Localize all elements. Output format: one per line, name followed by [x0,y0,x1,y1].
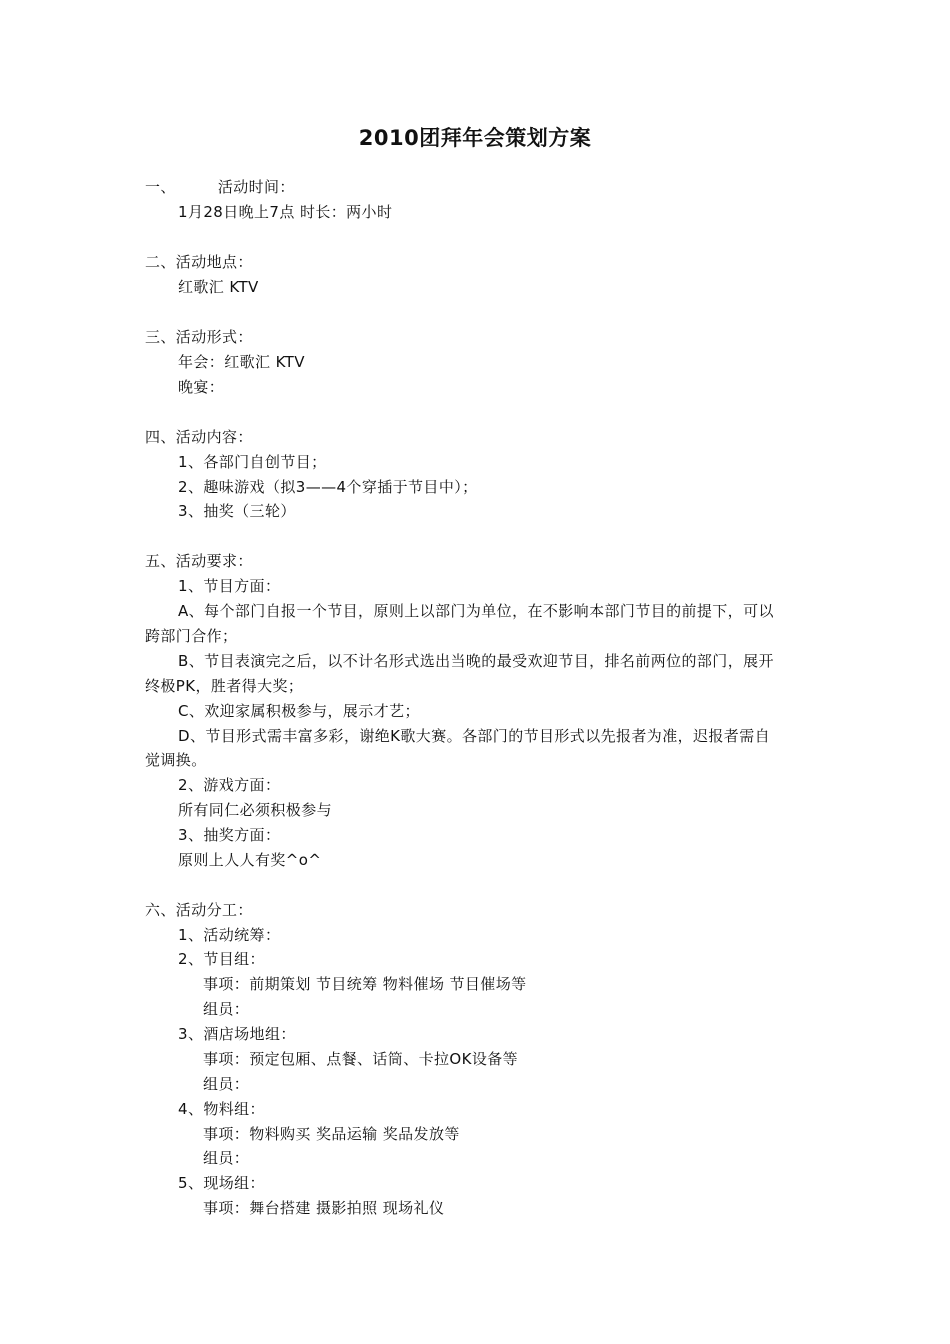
section-1-number: 一、 [145,178,176,196]
section-5-games-text: 所有同仁必须积极参与 [178,801,333,819]
section-5-rule-d: D、节目形式需丰富多彩，谢绝K歌大赛。各部门的节目形式以先报者为准，迟报者需自 [178,727,770,745]
section-3-annual-meeting: 年会：红歌汇 KTV [178,353,305,371]
section-2-venue: 红歌汇 KTV [178,278,259,296]
section-1-time: 1月28日晚上7点 时长：两小时 [178,203,393,221]
section-6-programs-members: 组员： [203,1000,250,1018]
section-3-heading: 三、活动形式： [145,328,253,346]
section-6-programs-tasks: 事项：前期策划 节目统筹 物料催场 节目催场等 [203,975,527,993]
section-5-sub-lottery: 3、抽奖方面： [178,826,281,844]
section-6-materials-tasks: 事项：物料购买 奖品运输 奖品发放等 [203,1125,460,1143]
section-4-item: 1、各部门自创节目； [178,453,327,471]
section-6-group-programs: 2、节目组： [178,950,265,968]
section-6-hotel-members: 组员： [203,1075,250,1093]
section-6-hotel-tasks: 事项：预定包厢、点餐、话筒、卡拉OK设备等 [203,1050,519,1068]
section-5-heading: 五、活动要求： [145,552,253,570]
section-6-materials-members: 组员： [203,1149,250,1167]
section-5-lottery-text: 原则上人人有奖^o^ [178,851,322,869]
section-5-sub-games: 2、游戏方面： [178,776,281,794]
document-title: 2010团拜年会策划方案 [358,126,592,150]
section-5-rule-b: B、节目表演完之后，以不计名形式选出当晚的最受欢迎节目，排名前两位的部门，展开 [178,652,774,670]
section-5-rule-c: C、欢迎家属积极参与，展示才艺； [178,702,420,720]
section-6-heading: 六、活动分工： [145,901,253,919]
section-6-group-coordination: 1、活动统筹： [178,926,281,944]
section-5-rule-a-cont: 跨部门合作； [145,627,238,645]
section-5-sub-programs: 1、节目方面： [178,577,281,595]
section-3-dinner: 晚宴： [178,378,225,396]
section-4-item: 2、趣味游戏（拟3——4个穿插于节目中）； [178,478,478,496]
section-5-rule-a: A、每个部门自报一个节目，原则上以部门为单位，在不影响本部门节目的前提下，可以 [178,602,774,620]
section-4-heading: 四、活动内容： [145,428,253,446]
section-1-title: 活动时间： [217,178,295,196]
section-6-group-hotel: 3、酒店场地组： [178,1025,296,1043]
section-4-item: 3、抽奖（三轮） [178,502,296,520]
section-6-onsite-tasks: 事项：舞台搭建 摄影拍照 现场礼仪 [203,1199,445,1217]
section-5-rule-d-cont: 觉调换。 [145,751,207,769]
section-1-heading [145,177,295,197]
section-6-group-materials: 4、物料组： [178,1100,265,1118]
section-6-group-onsite: 5、现场组： [178,1174,265,1192]
section-2-heading: 二、活动地点： [145,253,253,271]
section-5-rule-b-cont: 终极PK，胜者得大奖； [145,677,304,695]
